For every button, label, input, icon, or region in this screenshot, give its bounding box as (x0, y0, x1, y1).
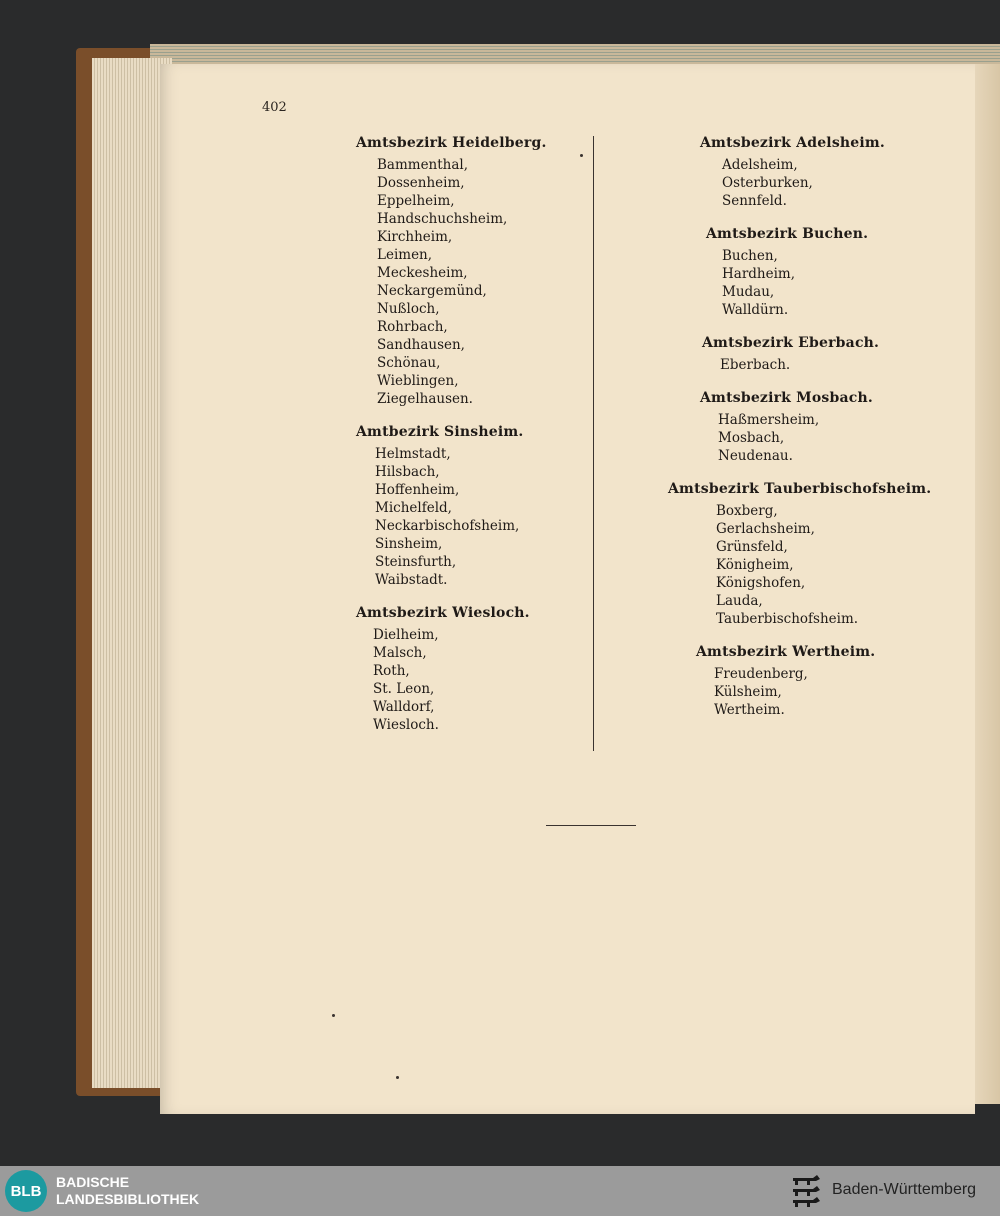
place-name: Grünsfeld, (716, 539, 788, 555)
district-heading: Amtsbezirk Heidelberg. (356, 135, 547, 151)
district-section (696, 643, 931, 719)
place-name: Handschuchsheim, (377, 211, 508, 227)
place-name: Waibstadt. (375, 572, 448, 588)
district-heading: Amtsbezirk Buchen. (706, 226, 869, 242)
place-name: Nußloch, (377, 301, 440, 317)
place-name: Sinsheim, (375, 536, 443, 552)
place-name: Mosbach, (718, 430, 785, 446)
place-name: Helmstadt, (375, 446, 451, 462)
place-name: Haßmersheim, (718, 412, 820, 428)
closing-rule (546, 825, 636, 826)
place-name: Kirchheim, (377, 229, 453, 245)
place-name: Schönau, (377, 355, 441, 371)
place-name: Freudenberg, (714, 666, 808, 682)
district-section (700, 389, 931, 465)
district-section (702, 334, 931, 374)
place-name: Königshofen, (716, 575, 806, 591)
right-column (668, 134, 931, 719)
place-name: Sennfeld. (722, 193, 787, 209)
place-name: Walldürn. (722, 302, 789, 318)
place-name: Eppelheim, (377, 193, 455, 209)
place-name: Walldorf, (373, 699, 435, 715)
place-name: Rohrbach, (377, 319, 448, 335)
place-name: Külsheim, (714, 684, 782, 700)
blb-name-line2: LANDESBIBLIOTHEK (56, 1191, 200, 1207)
place-name: Dielheim, (373, 627, 439, 643)
district-section (356, 134, 547, 408)
place-name: Königheim, (716, 557, 794, 573)
district-section (356, 423, 547, 589)
district-heading: Amtsbezirk Wiesloch. (356, 605, 530, 621)
district-heading: Amtsbezirk Mosbach. (700, 390, 873, 406)
place-name: Mudau, (722, 284, 775, 300)
place-name: Lauda, (716, 593, 763, 609)
place-name: Dossenheim, (377, 175, 465, 191)
blb-abbr: BLB (10, 1182, 42, 1200)
place-name: Tauberbischofsheim. (716, 611, 859, 627)
place-name: Ziegelhausen. (377, 391, 473, 407)
district-section (706, 225, 931, 319)
place-name: Roth, (373, 663, 410, 679)
district-heading: Amtsbezirk Tauberbischofsheim. (668, 481, 932, 497)
place-name: Leimen, (377, 247, 433, 263)
place-name: Osterburken, (722, 175, 813, 191)
district-section (668, 480, 931, 628)
place-name: Bammenthal, (377, 157, 469, 173)
place-name: Hardheim, (722, 266, 796, 282)
district-heading: Amtsbezirk Adelsheim. (700, 135, 885, 151)
place-name: Wiesloch. (373, 717, 439, 733)
place-name: Hoffenheim, (375, 482, 460, 498)
district-section (356, 604, 547, 734)
state-name[interactable]: Baden-Württemberg (832, 1181, 977, 1198)
place-name: Malsch, (373, 645, 427, 661)
district-heading: Amtsbezirk Wertheim. (696, 644, 876, 660)
place-name: Boxberg, (716, 503, 778, 519)
place-name: Gerlachsheim, (716, 521, 815, 537)
place-name: Adelsheim, (722, 157, 798, 173)
place-name: Buchen, (722, 248, 778, 264)
district-section (700, 134, 931, 210)
place-name: Michelfeld, (375, 500, 452, 516)
place-name: Hilsbach, (375, 464, 440, 480)
left-column (356, 134, 547, 734)
district-heading: Amtsbezirk Eberbach. (702, 335, 880, 351)
page-number: 402 (262, 100, 287, 115)
place-name: St. Leon, (373, 681, 435, 697)
place-name: Wieblingen, (377, 373, 459, 389)
place-name: Eberbach. (720, 357, 791, 373)
place-name: Neckargemünd, (377, 283, 487, 299)
column-divider (593, 136, 594, 751)
place-name: Sandhausen, (377, 337, 465, 353)
place-name: Neckarbischofsheim, (375, 518, 520, 534)
lions-crest-icon[interactable] (790, 1172, 824, 1210)
district-heading: Amtbezirk Sinsheim. (356, 424, 524, 440)
blb-name[interactable] (56, 1174, 199, 1208)
facing-page-edge (975, 64, 1000, 1104)
place-name: Wertheim. (714, 702, 785, 718)
blb-logo-icon[interactable] (5, 1170, 47, 1212)
place-name: Neudenau. (718, 448, 793, 464)
place-name: Meckesheim, (377, 265, 468, 281)
place-name: Steinsfurth, (375, 554, 457, 570)
blb-name-line1: BADISCHE (56, 1174, 130, 1190)
